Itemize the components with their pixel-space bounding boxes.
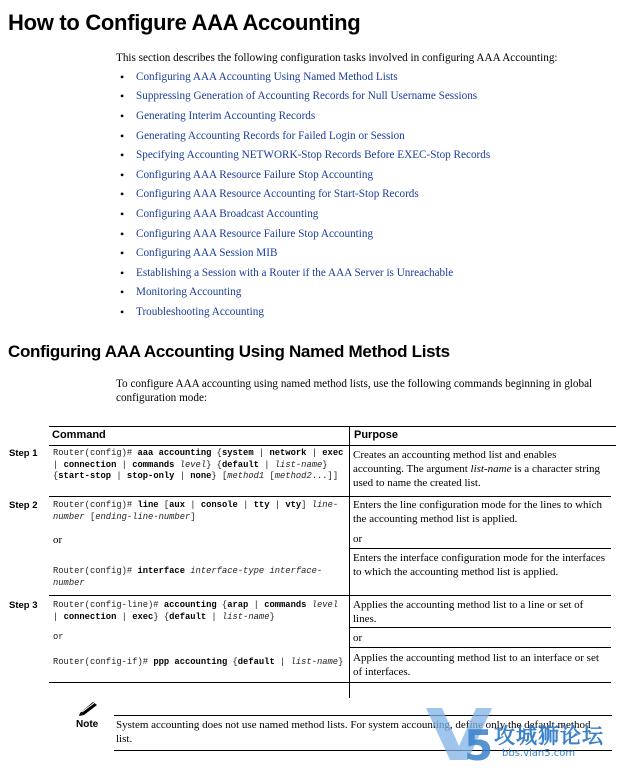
- list-item: [120, 185, 490, 205]
- cell-divider: [350, 548, 611, 549]
- list-item: [120, 302, 490, 322]
- list-item: [120, 263, 490, 283]
- step-label: Step 3: [9, 600, 38, 611]
- section-title: Configuring AAA Accounting Using Named Method Lists: [8, 342, 450, 361]
- svg-text:5: 5: [464, 721, 494, 764]
- step1-command: Router(config)# aaa accounting {system | network | exec | connection | commands level} {default | list-name} {start-stop | stop-only | none} [method1 [method2...]]: [53, 448, 344, 481]
- list-item: [120, 67, 490, 87]
- task-link[interactable]: Generating Accounting Records for Failed Login or Session: [136, 129, 405, 142]
- bullet-icon: •: [120, 89, 125, 104]
- intro-paragraph: This section describes the following configuration tasks involved in configuring AAA Accounting:: [116, 52, 558, 64]
- step3-purpose-b: Applies the accounting method list to an interface or set of interfaces.: [353, 652, 599, 678]
- step2-purpose-b: Enters the interface configuration mode for the interfaces to which the accounting method list is applied.: [353, 552, 605, 578]
- bullet-icon: •: [120, 285, 125, 300]
- bullet-icon: •: [120, 187, 125, 202]
- column-divider: [349, 444, 350, 698]
- task-link[interactable]: Configuring AAA Resource Failure Stop Accounting: [136, 168, 374, 181]
- row-divider: [49, 595, 611, 596]
- task-link[interactable]: Establishing a Session with a Router if the AAA Server is Unreachable: [136, 266, 454, 279]
- task-link[interactable]: Suppressing Generation of Accounting Records for Null Username Sessions: [136, 90, 478, 103]
- step1-purpose: Creates an accounting method list and enables accounting. The argument list-name is a character string used to name the created list.: [353, 449, 601, 489]
- step3-command-a: Router(config-line)# accounting {arap | commands level | connection | exec} {default | list-name}: [53, 600, 339, 622]
- bullet-icon: •: [120, 265, 125, 280]
- task-list: [120, 67, 490, 322]
- pencil-icon: [78, 700, 100, 716]
- cell-divider: [350, 647, 611, 648]
- row-divider: [49, 496, 611, 497]
- purpose-header: Purpose: [349, 426, 616, 446]
- task-link[interactable]: Configuring AAA Resource Accounting for Start-Stop Records: [136, 188, 419, 201]
- task-link[interactable]: Configuring AAA Broadcast Accounting: [136, 207, 319, 220]
- list-item: [120, 106, 490, 126]
- step-label: Step 1: [9, 448, 38, 459]
- list-item: [120, 126, 490, 146]
- task-link[interactable]: Monitoring Accounting: [136, 286, 242, 299]
- table-bottom-rule: [49, 682, 611, 683]
- bullet-icon: •: [120, 148, 125, 163]
- task-link[interactable]: Configuring AAA Resource Failure Stop Accounting: [136, 227, 374, 240]
- bullet-icon: •: [120, 246, 125, 261]
- or-text: or: [53, 632, 64, 642]
- or-text: or: [53, 534, 63, 546]
- step2-purpose-a: Enters the line configuration mode for the lines to which the accounting method list is applied.: [353, 499, 602, 525]
- section-intro: To configure AAA accounting using named method lists, use the following commands beginning in global configuration mode:: [116, 378, 593, 404]
- step-label: Step 2: [9, 500, 38, 511]
- list-item: [120, 204, 490, 224]
- bullet-icon: •: [120, 226, 125, 241]
- page-title: How to Configure AAA Accounting: [8, 10, 361, 35]
- bullet-icon: •: [120, 128, 125, 143]
- list-item: [120, 243, 490, 263]
- note-label: Note: [76, 719, 99, 730]
- task-link[interactable]: Troubleshooting Accounting: [136, 305, 264, 318]
- task-link[interactable]: Generating Interim Accounting Records: [136, 109, 316, 122]
- command-header: Command: [49, 426, 352, 446]
- step2-command-b: Router(config)# interface interface-type interface-number: [53, 566, 323, 588]
- step3-purpose-a: Applies the accounting method list to a line or set of lines.: [353, 599, 584, 625]
- bullet-icon: •: [120, 69, 125, 84]
- step3-command-b: Router(config-if)# ppp accounting {default | list-name}: [53, 657, 344, 667]
- note-text: System accounting does not use named method lists. For system accounting, define only the default method list.: [116, 719, 591, 745]
- list-item: [120, 87, 490, 107]
- or-text: or: [353, 533, 363, 545]
- list-item: [120, 165, 490, 185]
- list-item: [120, 224, 490, 244]
- bullet-icon: •: [120, 304, 125, 319]
- list-item: [120, 283, 490, 303]
- bullet-icon: •: [120, 167, 125, 182]
- task-link[interactable]: Configuring AAA Session MIB: [136, 247, 278, 260]
- task-link[interactable]: Configuring AAA Accounting Using Named Method Lists: [136, 70, 398, 83]
- step2-command-a: Router(config)# line [aux | console | tty | vty] line-number [ending-line-number]: [53, 500, 339, 522]
- watermark-text: 攻城狮论坛: [494, 724, 604, 748]
- or-text: or: [353, 632, 363, 644]
- cell-divider: [350, 627, 611, 628]
- task-link[interactable]: Specifying Accounting NETWORK-Stop Records Before EXEC-Stop Records: [136, 149, 491, 162]
- list-item: [120, 145, 490, 165]
- bullet-icon: •: [120, 108, 125, 123]
- watermark-url: bbs.vlan5.com: [502, 748, 576, 759]
- bullet-icon: •: [120, 206, 125, 221]
